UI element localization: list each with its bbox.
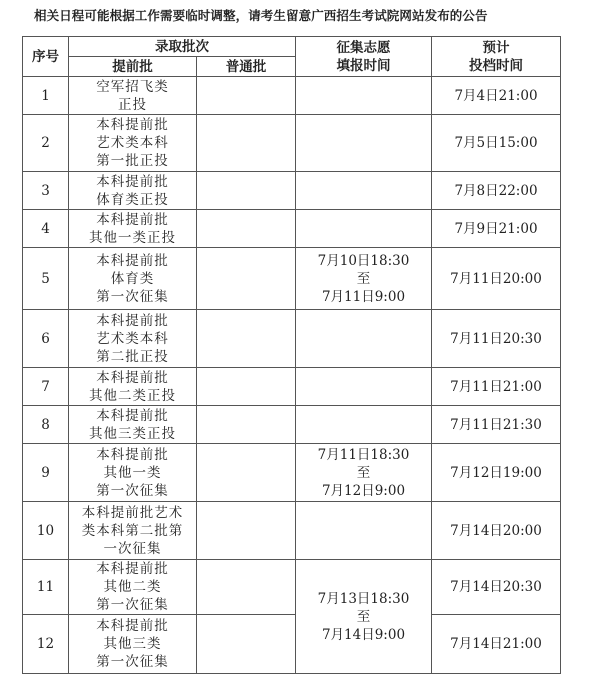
batch-line: 其他一类: [103, 464, 162, 481]
row-expected-time: 7月4日21:00: [432, 77, 561, 115]
header-volunteer-line2: 填报时间: [336, 57, 391, 74]
row-regular-batch: [197, 406, 296, 444]
row-regular-batch: [197, 172, 296, 210]
schedule-body: [23, 77, 561, 674]
header-early-batch: 提前批: [69, 57, 197, 77]
batch-line: 第一次征集: [96, 288, 169, 305]
batch-line: 本科提前批: [96, 117, 169, 133]
row-volunteer-time: [296, 172, 432, 210]
table-row: [23, 310, 561, 368]
row-expected-time: 7月11日21:00: [432, 368, 561, 406]
row-regular-batch: [197, 560, 296, 615]
batch-line: 本科提前批: [96, 369, 169, 386]
row-expected-time: 7月11日21:30: [432, 406, 561, 444]
row-volunteer-time: [296, 502, 432, 560]
row-seq: 12: [23, 615, 69, 674]
table-row: [23, 560, 561, 615]
header-volunteer-time: [296, 37, 432, 77]
batch-line: 本科提前批: [96, 618, 169, 634]
row-early-batch: [69, 77, 197, 115]
batch-line: 第一次征集: [96, 597, 169, 613]
batch-line: 一次征集: [103, 540, 162, 557]
row-seq: 10: [23, 502, 69, 560]
batch-line: 本科提前批: [96, 312, 169, 329]
row-volunteer-time: [296, 560, 432, 674]
row-early-batch: [69, 115, 197, 172]
row-early-batch: [69, 406, 197, 444]
volunteer-time-line: 7月11日9:00: [321, 288, 406, 305]
table-row: [23, 444, 561, 502]
row-regular-batch: [197, 248, 296, 310]
row-seq: 9: [23, 444, 69, 502]
batch-line: 第一次征集: [96, 482, 169, 499]
row-seq: 1: [23, 77, 69, 115]
row-regular-batch: [197, 444, 296, 502]
batch-line: 第一次征集: [96, 654, 169, 670]
row-regular-batch: [197, 77, 296, 115]
table-row: [23, 210, 561, 248]
header-seq: 序号: [23, 37, 69, 77]
row-early-batch: [69, 368, 197, 406]
header-expected-time: [432, 37, 561, 77]
header-expected-line1: 预计: [482, 39, 510, 56]
batch-line: 体育类: [110, 270, 155, 287]
batch-line: 其他二类: [103, 579, 162, 595]
row-regular-batch: [197, 502, 296, 560]
table-row: [23, 368, 561, 406]
batch-line: 空军招飞类: [96, 78, 169, 95]
row-volunteer-time: [296, 210, 432, 248]
table-row: [23, 615, 561, 674]
row-regular-batch: [197, 115, 296, 172]
row-expected-time: 7月14日20:00: [432, 502, 561, 560]
header-volunteer-line1: 征集志愿: [336, 39, 391, 56]
row-expected-time: 7月14日21:00: [432, 615, 561, 674]
batch-line: 其他三类正投: [89, 425, 176, 442]
row-expected-time: 7月5日15:00: [432, 115, 561, 172]
volunteer-time-line: 7月10日18:30: [317, 252, 410, 269]
row-expected-time: 7月9日21:00: [432, 210, 561, 248]
header-batch-group: 录取批次: [69, 37, 296, 57]
row-early-batch: [69, 248, 197, 310]
row-volunteer-time: [296, 248, 432, 310]
row-seq: 4: [23, 210, 69, 248]
batch-line: 本科提前批: [96, 561, 169, 577]
row-expected-time: 7月14日20:30: [432, 560, 561, 615]
batch-line: 其他三类: [103, 636, 162, 652]
batch-line: 本科提前批艺术: [81, 504, 184, 521]
batch-line: 其他二类正投: [89, 387, 176, 404]
batch-line: 类本科第二批第: [81, 522, 184, 539]
batch-line: 艺术类本科: [96, 330, 169, 347]
batch-line: 体育类正投: [96, 191, 169, 208]
row-expected-time: 7月11日20:00: [432, 248, 561, 310]
row-regular-batch: [197, 368, 296, 406]
row-early-batch: [69, 560, 197, 615]
row-volunteer-time: [296, 368, 432, 406]
row-seq: 3: [23, 172, 69, 210]
volunteer-time-line: 7月11日18:30: [317, 446, 410, 463]
volunteer-time-line: 至: [356, 464, 371, 481]
row-early-batch: [69, 310, 197, 368]
row-volunteer-time: [296, 77, 432, 115]
row-regular-batch: [197, 310, 296, 368]
row-regular-batch: [197, 210, 296, 248]
volunteer-time-line: 7月13日18:30: [317, 590, 410, 607]
row-volunteer-time: [296, 115, 432, 172]
row-seq: 5: [23, 248, 69, 310]
batch-line: 本科提前批: [96, 446, 169, 463]
volunteer-time-line: 7月12日9:00: [321, 482, 406, 499]
batch-line: 正投: [118, 96, 147, 113]
table-row: [23, 77, 561, 115]
batch-line: 本科提前批: [96, 252, 169, 269]
row-seq: 6: [23, 310, 69, 368]
volunteer-time-line: 7月14日9:00: [321, 626, 406, 643]
row-seq: 8: [23, 406, 69, 444]
batch-line: 第一批正投: [96, 153, 169, 169]
table-row: [23, 502, 561, 560]
row-early-batch: [69, 615, 197, 674]
row-regular-batch: [197, 615, 296, 674]
table-row: [23, 406, 561, 444]
row-seq: 7: [23, 368, 69, 406]
table-row: [23, 248, 561, 310]
row-volunteer-time: [296, 406, 432, 444]
notice-text: 相关日程可能根据工作需要临时调整，请考生留意广西招生考试院网站发布的公告: [34, 8, 488, 23]
row-expected-time: 7月8日22:00: [432, 172, 561, 210]
table-row: [23, 172, 561, 210]
volunteer-time-line: 至: [356, 270, 371, 287]
row-seq: 11: [23, 560, 69, 615]
batch-line: 其他一类正投: [89, 229, 176, 246]
row-volunteer-time: [296, 310, 432, 368]
batch-line: 艺术类本科: [96, 135, 169, 151]
volunteer-time-line: 至: [356, 608, 371, 625]
header-regular-batch: 普通批: [197, 57, 296, 77]
batch-line: 第二批正投: [96, 348, 169, 365]
row-early-batch: [69, 502, 197, 560]
row-early-batch: [69, 172, 197, 210]
batch-line: 本科提前批: [96, 407, 169, 424]
row-early-batch: [69, 210, 197, 248]
row-early-batch: [69, 444, 197, 502]
row-expected-time: 7月12日19:00: [432, 444, 561, 502]
admission-schedule-table: [22, 36, 561, 674]
row-expected-time: 7月11日20:30: [432, 310, 561, 368]
header-expected-line2: 投档时间: [469, 57, 523, 74]
batch-line: 本科提前批: [96, 211, 169, 228]
row-volunteer-time: [296, 444, 432, 502]
row-seq: 2: [23, 115, 69, 172]
batch-line: 本科提前批: [96, 173, 169, 190]
table-row: [23, 115, 561, 172]
